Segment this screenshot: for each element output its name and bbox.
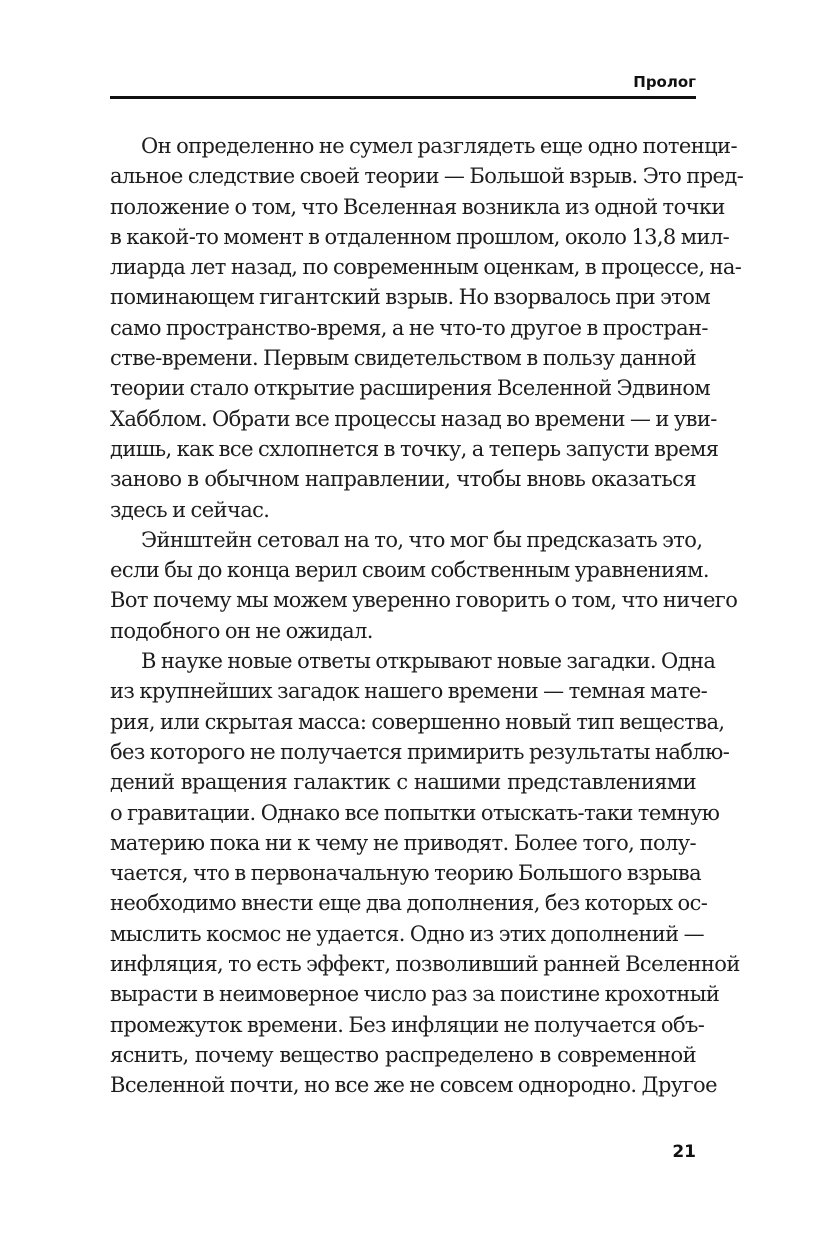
text-line: заново в обычном направлении, чтобы вновь оказаться [110,467,696,492]
text-line: Хабблом. Обрати все процессы назад во времени — и уви- [110,406,717,431]
text-line: инфляция, то есть эффект, позволивший ранней Вселенной [110,952,740,977]
text-line: дишь, как все схлопнется в точку, а теперь запусти время [110,436,719,461]
text-line: В науке новые ответы открывают новые загадки. Одна [141,649,716,674]
text-line: Вселенной почти, но все же не совсем однородно. Другое [110,1073,717,1098]
text-line: здесь и сейчас. [110,497,270,522]
text-line: само пространство-время, а не что-то другое в простран- [110,315,708,340]
text-line: материю пока ни к чему не приводят. Более того, полу- [110,830,696,855]
text-line: если бы до конца верил своим собственным уравнениям. [110,558,709,583]
text-line: без которого не получается примирить результаты наблю- [110,739,730,764]
text-line: стве-времени. Первым свидетельством в пользу данной [110,346,696,371]
text-line: промежуток времени. Без инфляции не получается объ- [110,1012,705,1037]
text-line: необходимо внести еще два дополнения, без которых ос- [110,891,708,916]
body-text [110,131,744,1101]
text-line: в какой-то момент в отдаленном прошлом, около 13,8 мил- [110,224,730,249]
text-line: положение о том, что Вселенная возникла из одной точки [110,194,725,219]
text-line: Вот почему мы можем уверенно говорить о том, что ничего [110,588,738,613]
text-line: яснить, почему вещество распределено в современной [110,1042,696,1067]
paragraph [110,646,740,1100]
text-line: дений вращения галактик с нашими представлениями [110,770,696,795]
page-number: 21 [672,1142,696,1162]
text-line: Он определенно не сумел разглядеть еще одно потенци- [141,134,737,158]
paragraph [110,525,738,646]
text-line: Эйнштейн сетовал на то, что мог бы предсказать это, [141,527,703,552]
text-line: альное следствие своей теории — Большой взрыв. Это пред- [110,164,744,189]
text-line: лиарда лет назад, по современным оценкам, в процессе, на- [110,255,742,280]
text-line: рия, или скрытая масса: совершенно новый тип вещества, [110,709,725,734]
text-line: чается, что в первоначальную теорию Большого взрыва [110,861,702,886]
text-line: вырасти в неимоверное число раз за поистине крохотный [110,982,720,1007]
paragraph [110,131,744,525]
text-line: подобного он не ожидал. [110,618,373,643]
running-head: Пролог [633,73,696,91]
text-line: поминающем гигантский взрыв. Но взорвалось при этом [110,285,711,310]
text-line: теории стало открытие расширения Вселенной Эдвином [110,376,711,401]
text-line: мыслить космос не удается. Одно из этих дополнений — [110,921,705,946]
header-rule [110,96,696,99]
text-line: из крупнейших загадок нашего времени — темная мате- [110,679,708,704]
text-line: о гравитации. Однако все попытки отыскать-таки темную [110,800,720,825]
